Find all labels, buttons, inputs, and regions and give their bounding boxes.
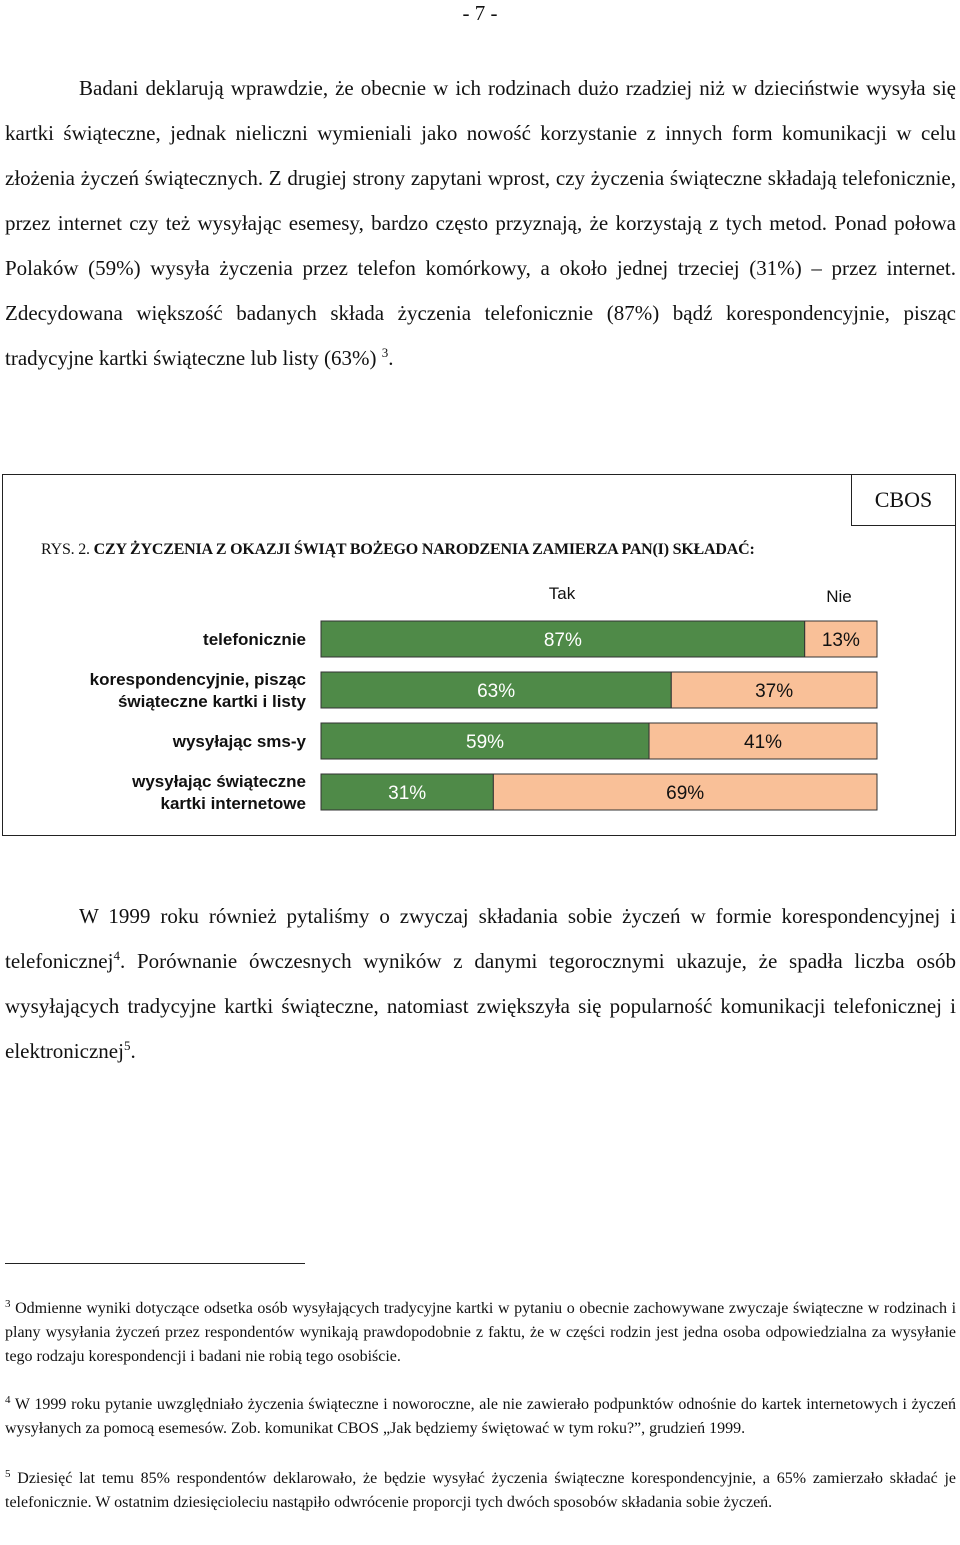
page-number: - 7 -	[462, 1, 498, 25]
footnote-ref-5[interactable]: 5	[123, 1038, 131, 1053]
category-label-3-0: wysyłając świąteczne	[132, 772, 306, 791]
paragraph-2-text-a: W 1999 roku również pytaliśmy o zwyczaj składania sobie życzeń w formie korespondencyjnej i telefonicznej	[5, 904, 956, 973]
footnote-ref-4[interactable]: 4	[113, 948, 120, 963]
value-label-tak-2: 59%	[466, 732, 505, 753]
paragraph-1-text: Badani deklarują wprawdzie, że obecnie w ich rodzinach dużo rzadziej niż w dzieciństwie wysyła się kartki świąteczne, jednak nieliczni wymieniali jako nowość korzystanie z innych form komunikacji w celu złożenia życzeń świątecznych. Z drugiej strony zapytani wprost, czy życzenia świąteczne składają telefonicznie, przez internet czy też wysyłając esemesy, bardzo często przyznają, że korzystają z tych metod. Ponad połowa Polaków (59%) wysyła życzenia przez telefon komórkowy, a około jednej trzeciej (31%) – przez internet. Zdecydowana większość badanych składa życzenia telefonicznie (87%) bądź korespondencyjnie, pisząc tradycyjne kartki świąteczne lub listy (63%)	[5, 76, 956, 370]
footnote-4-number: 4	[5, 1394, 11, 1406]
body-paragraph-2	[5, 894, 956, 1074]
value-label-nie-0: 13%	[821, 630, 860, 651]
footnote-ref-3[interactable]: 3	[381, 345, 389, 360]
cbos-source-badge: CBOS	[851, 474, 956, 526]
stacked-bar-chart	[3, 475, 955, 835]
legend-nie: Nie	[826, 587, 852, 606]
footnote-4-text: W 1999 roku pytanie uwzględniało życzenia świąteczne i noworoczne, ale nie zawierało podpunktów odnośnie do kartek internetowych i życzeń wysyłanych za pomocą esemesów. Zob. komunikat CBOS „Jak będziemy świętować w tym roku?”, grudzień 1999.	[5, 1396, 956, 1437]
footnote-3-text: Odmienne wyniki dotyczące odsetka osób wysyłających tradycyjne kartki w pytaniu o obecnie zachowywane zwyczaje świąteczne w rodzinach i plany wysyłania życzeń przez respondentów wynikają prawdopodobnie z faktu, że w części rodzin jest jedna osoba odpowiedzialna za wysyłanie tego rodzaju korespondencji i badani nie robią tego osobiście.	[5, 1300, 957, 1365]
category-label-2-0: wysyłając sms-y	[172, 732, 306, 751]
paragraph-2-text-b: . Porównanie ówczesnych wyników z danymi tegorocznymi ukazuje, że spadła liczba osób wysyłających tradycyjne kartki świąteczne, natomiast zwiększyła się popularność komunikacji telefonicznej i elektronicznej	[5, 949, 956, 1063]
footnote-3	[5, 1297, 956, 1369]
value-label-nie-1: 37%	[755, 681, 794, 702]
value-label-tak-0: 87%	[543, 630, 582, 651]
category-label-0-0: telefonicznie	[203, 630, 306, 649]
body-paragraph-1	[5, 66, 956, 381]
footnote-5-number: 5	[5, 1468, 11, 1480]
category-label-1-1: świąteczne kartki i listy	[117, 692, 306, 711]
value-label-tak-3: 31%	[388, 783, 427, 804]
legend-tak: Tak	[548, 584, 576, 603]
footnote-5	[5, 1467, 956, 1515]
value-label-nie-3: 69%	[666, 783, 705, 804]
figure-box	[2, 474, 956, 836]
category-label-1-0: korespondencyjnie, pisząc	[89, 670, 306, 689]
footnote-3-number: 3	[5, 1298, 11, 1310]
paragraph-2-end: .	[130, 1039, 136, 1063]
figure-question: CZY ŻYCZENIA Z OKAZJI ŚWIĄT BOŻEGO NARODZENIA ZAMIERZA PAN(I) SKŁADAĆ:	[93, 541, 755, 558]
footnote-separator	[5, 1263, 305, 1264]
footnote-5-text: Dziesięć lat temu 85% respondentów deklarowało, że będzie wysyłać życzenia świąteczne korespondencyjnie, a 65% zamierzało składać je telefonicznie. W ostatnim dziesięcioleciu nastąpiło odwrócenie proporcji tych dwóch sposobów składania sobie życzeń.	[5, 1470, 957, 1511]
value-label-nie-2: 41%	[744, 732, 783, 753]
footnote-4	[5, 1393, 956, 1441]
category-label-3-1: kartki internetowe	[160, 794, 306, 813]
figure-label: RYS. 2.	[41, 541, 90, 558]
value-label-tak-1: 63%	[477, 681, 516, 702]
paragraph-1-end: .	[388, 346, 394, 370]
